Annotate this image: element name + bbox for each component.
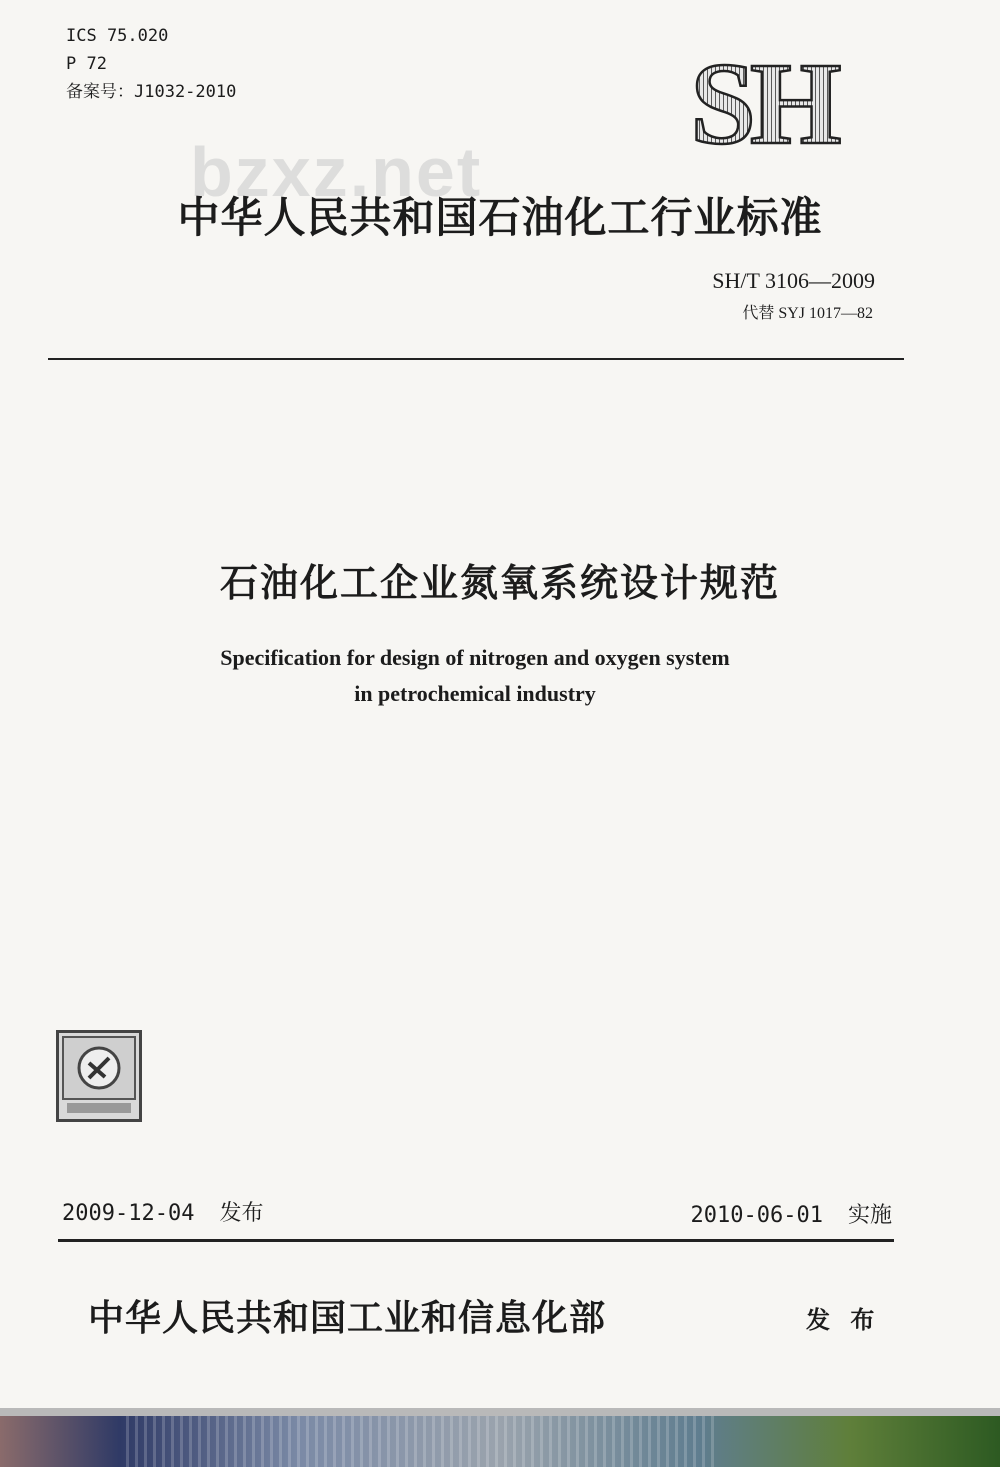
bottom-divider — [58, 1239, 894, 1242]
replaces-standard: 代替 SYJ 1017—82 — [742, 305, 873, 322]
implementation-info — [691, 1198, 892, 1229]
category-code: P 72 — [66, 54, 107, 74]
industry-title: 中华人民共和国石油化工行业标准 — [177, 193, 823, 242]
title-english-line-2: in petrochemical industry — [354, 681, 596, 706]
top-divider — [48, 358, 904, 360]
record-number: 备案号：J1032-2010 — [66, 82, 237, 102]
title-chinese: 石油化工企业氮氧系统设计规范 — [219, 561, 780, 605]
seal-stamp-icon — [56, 1030, 142, 1122]
issue-info — [62, 1196, 263, 1227]
watermark: bzxz.net — [190, 133, 483, 211]
publisher: 中华人民共和国工业和信息化部 — [88, 1298, 607, 1339]
decorative-photo-strip — [0, 1408, 1000, 1467]
implementation-date: 2010-06-01 — [690, 1203, 823, 1228]
issue-date: 2009-12-04 — [62, 1201, 195, 1226]
publish-label: 发 布 — [806, 1306, 881, 1334]
title-english — [0, 640, 950, 712]
ics-code: ICS 75.020 — [66, 26, 169, 46]
standard-number: SH/T 3106—2009 — [712, 268, 875, 293]
sh-logo-text: SH — [690, 55, 836, 155]
issue-label: 发布 — [219, 1201, 264, 1226]
sh-logo — [655, 55, 875, 155]
implementation-label: 实施 — [847, 1203, 892, 1228]
document-meta — [66, 22, 236, 106]
title-english-line-1: Specification for design of nitrogen and oxygen system — [220, 645, 730, 670]
